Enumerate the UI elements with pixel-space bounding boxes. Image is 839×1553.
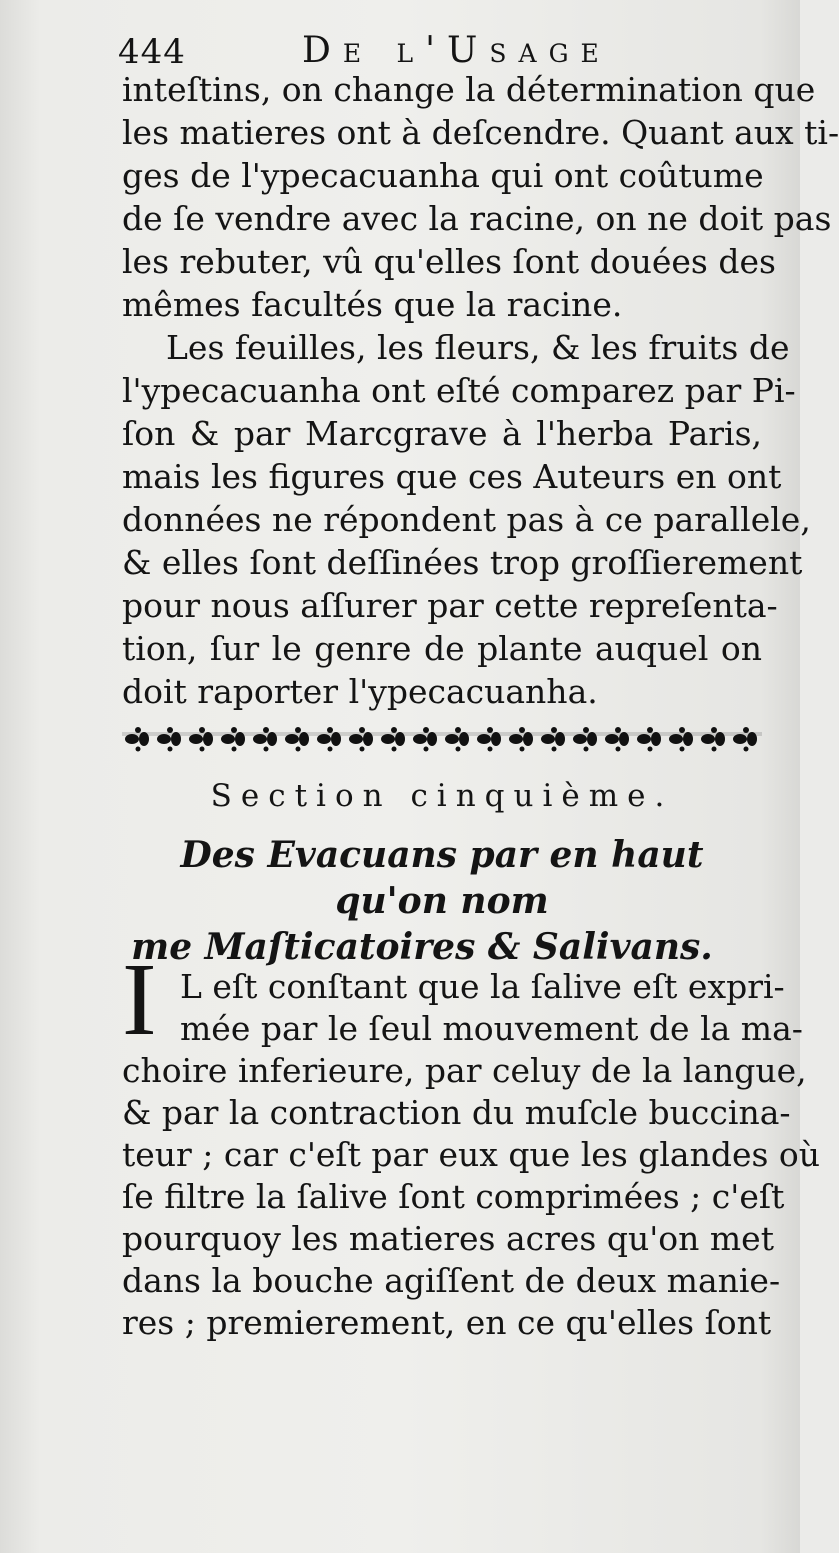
subtitle-line: Des Evacuans par en haut qu'on nom: [180, 834, 704, 922]
text-line: ges de l'ypecacuanha qui ont coûtume: [122, 156, 764, 195]
ornament-flower: [445, 727, 469, 752]
ornament-flower: [733, 727, 757, 752]
text-line: pour nous aſſurer par cette repreſenta-: [122, 586, 778, 625]
ornament-flower: [573, 727, 597, 752]
text-line: données ne répondent pas à ce parallele,: [122, 500, 811, 539]
text-line: res ; premierement, en ce qu'elles ſont: [122, 1303, 772, 1342]
text-line: pourquoy les matieres acres qu'on met: [122, 1219, 774, 1258]
ornament-flower: [125, 727, 149, 752]
text-line: de ſe vendre avec la racine, on ne doit pas: [122, 199, 832, 238]
ornament-flower: [509, 727, 533, 752]
printer-ornament-band: [122, 722, 762, 756]
ornament-flower: [157, 727, 181, 752]
text-line: ſon & par Marcgrave à l'herba Paris,: [122, 414, 762, 453]
ornament-flower: [541, 727, 565, 752]
text-line: & elles ſont deſſinées trop groſſierement: [122, 543, 803, 582]
text-line: L eſt conſtant que la ſalive eſt expri-: [180, 967, 785, 1006]
ornament-flower: [701, 727, 725, 752]
text-line: dans la bouche agiſſent de deux manie-: [122, 1261, 781, 1300]
text-line: teur ; car c'eſt par eux que les glandes où: [122, 1135, 821, 1174]
text-line: doit raporter l'ypecacuanha.: [122, 672, 598, 711]
text-line: les rebuter, vû qu'elles ſont douées des: [122, 242, 776, 281]
ornament-flower: [253, 727, 277, 752]
running-head: De l'Usage: [302, 30, 611, 71]
ornament-flower: [637, 727, 661, 752]
drop-cap: I: [122, 942, 157, 1057]
text-line: tion, ſur le genre de plante auquel on: [122, 629, 762, 668]
ornament-flower: [381, 727, 405, 752]
ornament-flower: [285, 727, 309, 752]
text-line: mais les figures que ces Auteurs en ont: [122, 457, 782, 496]
page-number: 444: [118, 32, 186, 72]
paragraph-1: [122, 68, 839, 326]
ornament-flower: [221, 727, 245, 752]
text-line: ſe filtre la ſalive ſont comprimées ; c'eſt: [122, 1177, 785, 1216]
ornament-flower: [189, 727, 213, 752]
text-line: l'ypecacuanha ont eſté comparez par Pi-: [122, 371, 796, 410]
ornament-flower: [477, 727, 501, 752]
paragraph-3: [122, 965, 821, 1343]
subtitle-line: me Maſticatoires & Salivans.: [131, 926, 713, 968]
text-line: mêmes facultés que la racine.: [122, 285, 623, 324]
text-line: mée par le ſeul mouvement de la ma-: [180, 1009, 803, 1048]
ornament-flower: [669, 727, 693, 752]
section-subtitle: [122, 832, 762, 970]
ornament-flower: [349, 727, 373, 752]
ornament-flower: [317, 727, 341, 752]
text-line: choire inferieure, par celuy de la langue,: [122, 1051, 807, 1090]
ornament-flower: [413, 727, 437, 752]
text-line: Les feuilles, les fleurs, & les fruits de: [166, 328, 790, 367]
paragraph-2: [122, 326, 811, 713]
text-line: & par la contraction du muſcle buccina-: [122, 1093, 791, 1132]
text-line: les matieres ont à deſcendre. Quant aux ti-: [122, 113, 839, 152]
text-line: inteſtins, on change la détermination que: [122, 70, 816, 109]
ornament-flower: [605, 727, 629, 752]
section-title: Section cinquième.: [210, 778, 674, 814]
